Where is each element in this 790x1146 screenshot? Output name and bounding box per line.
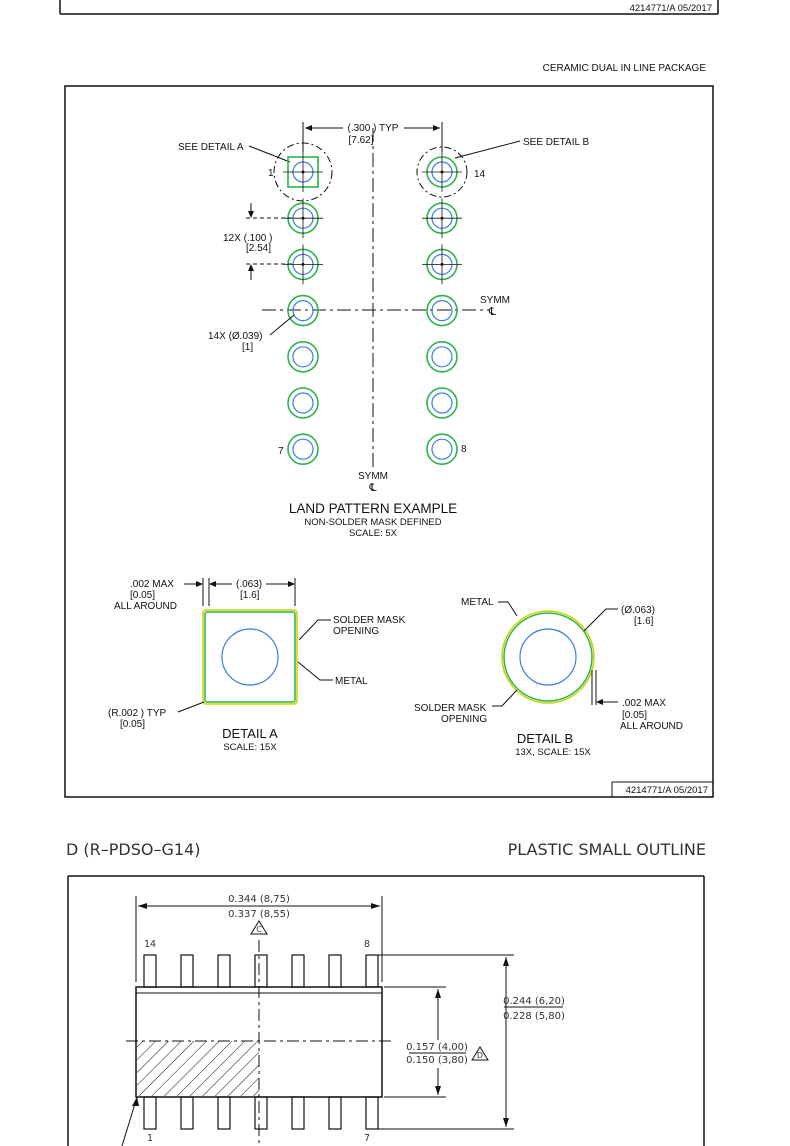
detail-a-width-label: (.063) [236, 579, 263, 590]
pin1-hatch-area [137, 1041, 259, 1096]
lead-bottom-3 [218, 1097, 230, 1129]
hole-metric: [1] [242, 342, 254, 353]
detail-b-mask-label-1: SOLDER MASK [414, 703, 487, 714]
top-frame [60, 0, 718, 14]
lead-span-dimension [376, 955, 565, 1129]
pitch-metric: [7.62] [348, 135, 374, 146]
pin-14-label: 14 [143, 939, 157, 950]
spacing-dimension [223, 203, 292, 280]
detail-a-leader [249, 146, 290, 162]
cdip-header: CERAMIC DUAL IN LINE PACKAGE [542, 63, 706, 74]
lead-span-min: 0.228 (5,80) [503, 1011, 565, 1022]
detail-b-mask-outline [502, 611, 594, 703]
pin-label-1: 1 [268, 168, 274, 179]
symm-right-mark: ℄ [489, 306, 497, 318]
detail-b-metal-pad [504, 613, 592, 701]
cdip-drawing-id: 4214771/A 05/2017 [625, 785, 708, 796]
soic-frame [68, 876, 704, 1146]
spacing-metric: [2.54] [246, 243, 272, 254]
symm-bottom-label: SYMM [358, 471, 388, 482]
detail-b-mask-label-2: OPENING [441, 714, 488, 725]
pad-pin-7 [288, 434, 318, 464]
cdip-frame [65, 86, 713, 797]
detail-b-max-metric: [0.05] [622, 710, 648, 721]
pin1-leader-arrow [132, 1097, 139, 1106]
detail-a-metal-label: METAL [335, 676, 368, 687]
detail-a-hole [222, 629, 278, 685]
pin-label-8: 8 [461, 444, 467, 455]
pad-pin-9 [427, 388, 457, 418]
body-width-max: 0.157 (4,00) [406, 1042, 468, 1053]
pin-label-7: 7 [278, 446, 284, 457]
length-note: C [256, 925, 262, 934]
hole-leader [270, 315, 294, 335]
detail-b-metal-label: METAL [461, 597, 494, 608]
pin-7-label: 7 [363, 1133, 371, 1144]
detail-b-max-label: .002 MAX [622, 698, 666, 709]
detail-a [108, 578, 406, 753]
length-max: 0.344 (8,75) [228, 894, 290, 905]
symm-bottom-mark: ℄ [369, 482, 377, 494]
lead-top-11 [255, 955, 267, 987]
length-min: 0.337 (8,55) [228, 909, 290, 920]
pad-pin-5 [288, 342, 318, 372]
detail-b-dia-label: (Ø.063) [621, 605, 655, 616]
lead-bottom-6 [329, 1097, 341, 1129]
pad-pin-13 [422, 198, 462, 238]
pitch-label: (.300 ) TYP [347, 123, 399, 134]
pad-pin-11 [427, 296, 457, 326]
pin-label-14: 14 [474, 169, 486, 180]
see-detail-b: SEE DETAIL B [523, 137, 590, 148]
lead-span-max: 0.244 (6,20) [503, 996, 565, 1007]
pad-pin-8 [427, 434, 457, 464]
lead-bottom-7 [366, 1097, 378, 1129]
soic-header-right: PLASTIC SMALL OUTLINE [507, 840, 706, 859]
detail-b [414, 597, 683, 758]
detail-a-mask-label-1: SOLDER MASK [333, 615, 406, 626]
lead-top-12 [218, 955, 230, 987]
detail-b-dia-metric: [1.6] [634, 616, 654, 627]
see-detail-a: SEE DETAIL A [178, 142, 244, 153]
lead-top-10 [292, 955, 304, 987]
pin-8-label: 8 [363, 939, 371, 950]
pad-pin-4 [288, 296, 318, 326]
body-width-dimension [384, 987, 488, 1097]
detail-a-max-label: .002 MAX [130, 579, 174, 590]
lead-bottom-5 [292, 1097, 304, 1129]
lead-bottom-4 [255, 1097, 267, 1129]
detail-a-radius-metric: [0.05] [120, 719, 146, 730]
detail-a-mask-label-2: OPENING [333, 626, 380, 637]
lead-top-14 [144, 955, 156, 987]
lead-top-8 [366, 955, 378, 987]
top-drawing-id: 4214771/A 05/2017 [629, 3, 712, 14]
lead-bottom-2 [181, 1097, 193, 1129]
lead-top-13 [181, 955, 193, 987]
lead-bottom-1 [144, 1097, 156, 1129]
detail-a-all-around: ALL AROUND [114, 601, 177, 612]
hole-label: 14X (Ø.039) [208, 331, 263, 342]
detail-b-hole [520, 629, 576, 685]
pad-pin-1 [283, 152, 323, 192]
pad-pin-10 [427, 342, 457, 372]
detail-a-scale: SCALE: 15X [223, 742, 277, 753]
spacing-label: 12X (.100 ) [223, 233, 273, 244]
land-pattern-title: LAND PATTERN EXAMPLE [288, 501, 458, 516]
detail-b-title: DETAIL B [516, 731, 574, 746]
detail-a-mask-outline [203, 610, 297, 704]
land-pattern-subtitle: NON-SOLDER MASK DEFINED [304, 517, 442, 528]
detail-a-metal-pad [205, 612, 295, 702]
detail-a-radius-label: (R.002 ) TYP [108, 708, 167, 719]
lead-top-9 [329, 955, 341, 987]
body-width-min: 0.150 (3,80) [406, 1055, 468, 1066]
detail-b-all-around: ALL AROUND [620, 721, 683, 732]
detail-a-max-metric: [0.05] [130, 590, 156, 601]
symm-right-label: SYMM [480, 295, 510, 306]
pad-pin-12 [422, 244, 462, 284]
pin-1-label: 1 [146, 1133, 154, 1144]
detail-a-title: DETAIL A [222, 726, 278, 741]
soic-header-left: D (R–PDSO–G14) [66, 840, 201, 859]
detail-a-width-metric: [1.6] [240, 590, 260, 601]
detail-b-scale: 13X, SCALE: 15X [515, 747, 591, 758]
detail-b-leader [455, 141, 520, 158]
land-pattern-scale: SCALE: 5X [348, 528, 398, 539]
pad-pin-6 [288, 388, 318, 418]
width-note: D [476, 1051, 484, 1060]
